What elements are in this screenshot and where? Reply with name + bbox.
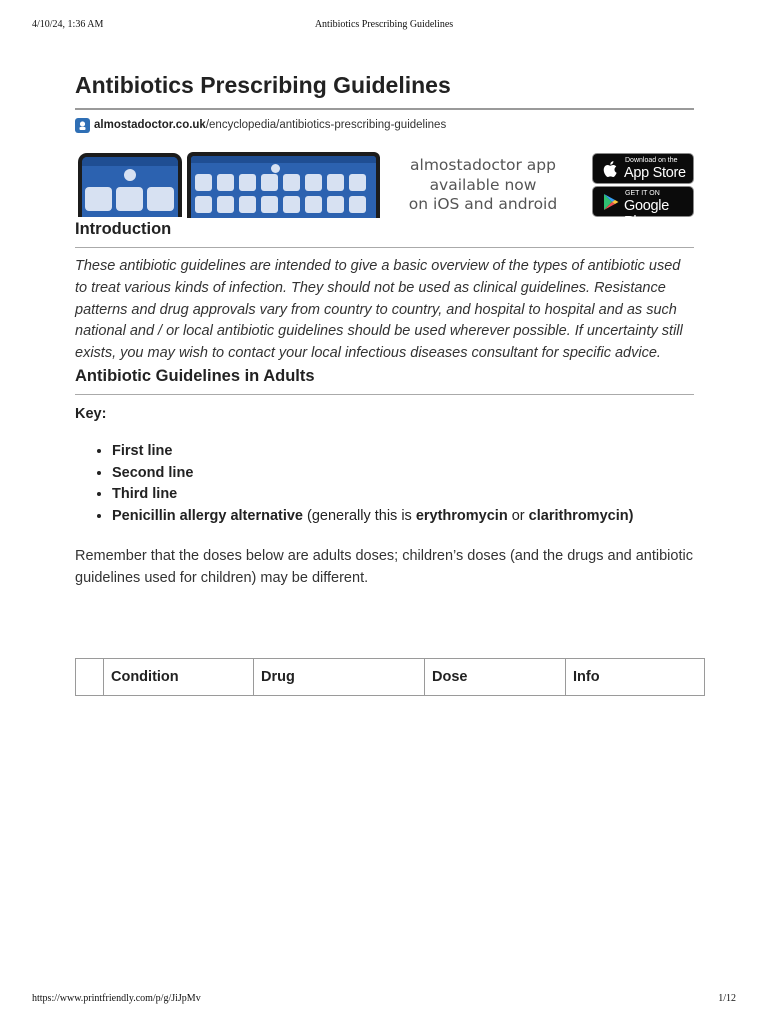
adults-guidelines-heading: Antibiotic Guidelines in Adults	[75, 365, 694, 395]
app-store-big-label: App Store	[624, 165, 686, 181]
google-play-icon	[601, 192, 621, 212]
tablet-mockup-image	[187, 152, 380, 218]
key-item	[112, 441, 694, 463]
app-store-small-label: Download on the	[625, 157, 678, 164]
table-header-drug: Drug	[254, 659, 425, 696]
table-header-dose: Dose	[425, 659, 566, 696]
table-header-marker	[76, 659, 104, 696]
google-play-big-label: Google Play	[624, 198, 669, 230]
app-text-line: on iOS and android	[408, 195, 558, 213]
print-datetime: 4/10/24, 1:36 AM	[32, 19, 104, 30]
apple-icon	[601, 159, 621, 179]
key-item-label: Third line	[112, 486, 178, 503]
app-text-line: almostadoctor app	[410, 156, 556, 174]
erythromycin-label: erythromycin	[415, 507, 508, 524]
key-list	[75, 441, 694, 527]
key-label: Key:	[75, 405, 107, 422]
key-item-penicillin	[112, 506, 694, 528]
key-item-label: Second line	[112, 464, 194, 481]
key-item-label: First line	[112, 442, 173, 459]
print-footer	[0, 993, 768, 1007]
table-header-row	[76, 659, 705, 696]
doses-note: Remember that the doses below are adults doses; children’s doses (and the drugs and antibiotic guidelines used for children) may be different.	[75, 548, 693, 587]
source-domain[interactable]: almostadoctor.co.uk	[94, 119, 206, 131]
app-store-button[interactable]	[592, 153, 694, 184]
source-link[interactable]	[75, 116, 694, 134]
google-play-small-label: GET IT ON	[625, 190, 660, 197]
article	[75, 70, 694, 589]
table-header-info: Info	[566, 659, 705, 696]
introduction-heading: Introduction	[75, 218, 694, 248]
key-item	[112, 484, 694, 506]
introduction-text: These antibiotic guidelines are intended to give a basic overview of the types of antibiotic used to treat various kinds of infection. They should not be used as clinical guidelines. Resistance patterns and drug approvals vary from country to country, and hospital to hospital and as such national and / or local antibiotic guidelines should be used wherever possible. If uncertainty still exists, you may wish to contact your local infectious diseases consultant for specific advice.	[75, 258, 683, 362]
app-text-line: available now	[429, 175, 537, 194]
source-path[interactable]: /encyclopedia/antibiotics-prescribing-guidelines	[205, 119, 447, 131]
print-doc-title: Antibiotics Prescribing Guidelines	[314, 19, 454, 30]
print-url: https://www.printfriendly.com/p/g/JiJpMv	[32, 993, 201, 1004]
site-favicon-icon	[75, 118, 90, 133]
penicillin-or-text: or	[507, 507, 529, 524]
google-play-button[interactable]	[592, 186, 694, 230]
antibiotics-table	[75, 658, 705, 696]
app-availability-text	[395, 156, 571, 215]
page-title: Antibiotics Prescribing Guidelines	[75, 70, 694, 110]
print-page-number: 1/12	[718, 993, 736, 1004]
penicillin-text: (generally this is	[303, 507, 416, 524]
key-item	[112, 463, 694, 485]
print-header	[0, 19, 768, 33]
penicillin-label: Penicillin allergy alternative	[112, 507, 303, 524]
table-header-condition: Condition	[104, 659, 254, 696]
phone-mockup-image	[78, 153, 182, 217]
clarithromycin-label: clarithromycin)	[528, 507, 634, 524]
